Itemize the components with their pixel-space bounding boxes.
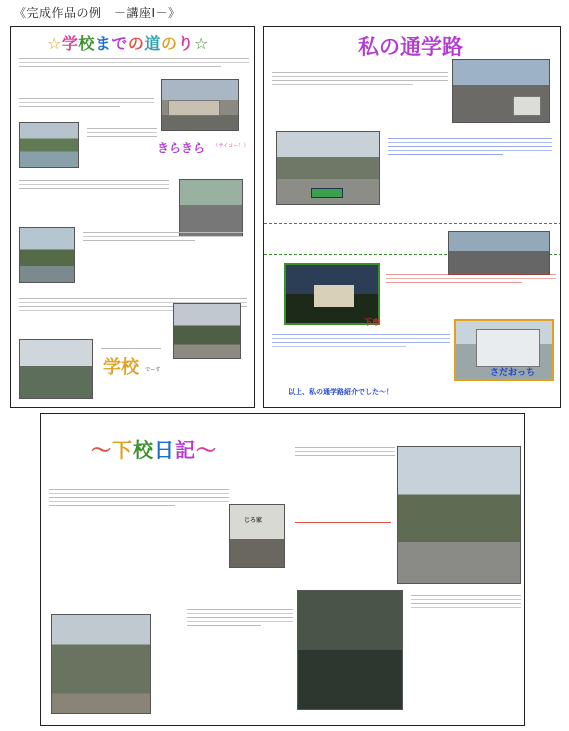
panel2-text-block-4	[272, 331, 450, 350]
photo-river-valley	[19, 122, 79, 168]
panel1-title-char: ☆	[193, 34, 209, 53]
panel1-text-block-3	[87, 125, 157, 140]
panel2-closing: 以上、私の通学路紹介でした～！	[288, 388, 393, 396]
big-word-kirakira: きらきら	[157, 141, 206, 155]
big-word-school: 学校	[103, 357, 139, 378]
panel1-title-char: ま	[94, 34, 112, 53]
photo-building-night	[284, 263, 380, 325]
photo-bus	[448, 231, 550, 275]
panel1-title-char: 校	[78, 34, 95, 53]
panel1-title-char: 学	[61, 34, 79, 53]
panel2-text-block-3	[386, 271, 556, 286]
panel3-text-block-3	[187, 606, 293, 629]
panel1-title-char: り	[177, 34, 194, 53]
panel1-title	[47, 31, 209, 54]
panel3-title-char: ～	[196, 438, 217, 462]
panel3-title-char: 校	[133, 438, 154, 462]
panel-after-school-diary	[40, 413, 525, 726]
photo-shrine-gate	[173, 303, 241, 359]
panel3-title	[91, 434, 217, 463]
panel-school-route	[10, 26, 255, 408]
photo-school-path	[19, 339, 93, 399]
photo-factory	[161, 79, 239, 131]
panel3-title-char: ～	[91, 438, 112, 462]
page-heading: 《完成作品の例 －講座Ⅰ－》	[14, 6, 181, 20]
panel3-text-block-4	[411, 592, 521, 611]
shop-sign-label: じろ家	[244, 517, 263, 524]
photo-stone-monument	[51, 614, 151, 714]
panel1-text-block	[19, 55, 249, 70]
panel3-title-char: 下	[112, 438, 133, 462]
tail-desu: でーす	[145, 367, 161, 373]
panel1-text-block-4	[19, 177, 169, 192]
panel1-title-char: ☆	[47, 34, 62, 53]
sign-gesha: 下車	[364, 318, 380, 327]
label-sadaocchi: さだおっち	[490, 368, 536, 378]
panel3-text-block-2	[295, 444, 395, 459]
panel2-text-block-2	[388, 135, 552, 158]
panel1-text-block-7	[101, 345, 161, 352]
panel-my-commute	[263, 26, 561, 408]
photo-mountain-road	[397, 446, 521, 584]
panel2-text-block	[272, 69, 448, 88]
photo-forest-path	[297, 590, 403, 710]
photo-bus-road	[452, 59, 550, 123]
aside-saikou: （サイコー！）	[213, 143, 249, 149]
panel3-text-block	[49, 486, 229, 509]
photo-shop	[229, 504, 285, 568]
photo-bridge	[19, 227, 75, 283]
panel1-text-block-5	[83, 229, 243, 244]
red-underline	[295, 522, 391, 523]
panel1-title-char: で	[111, 34, 128, 53]
panel1-title-char: の	[127, 34, 145, 53]
panel1-title-char: の	[160, 34, 178, 53]
panel3-title-char: 日	[154, 438, 175, 462]
panel1-title-char: 道	[144, 34, 161, 53]
panel3-title-char: 記	[175, 438, 196, 462]
panel1-text-block-2	[19, 95, 154, 110]
photo-highway	[276, 131, 380, 205]
panel2-title: 私の通学路	[358, 35, 463, 59]
